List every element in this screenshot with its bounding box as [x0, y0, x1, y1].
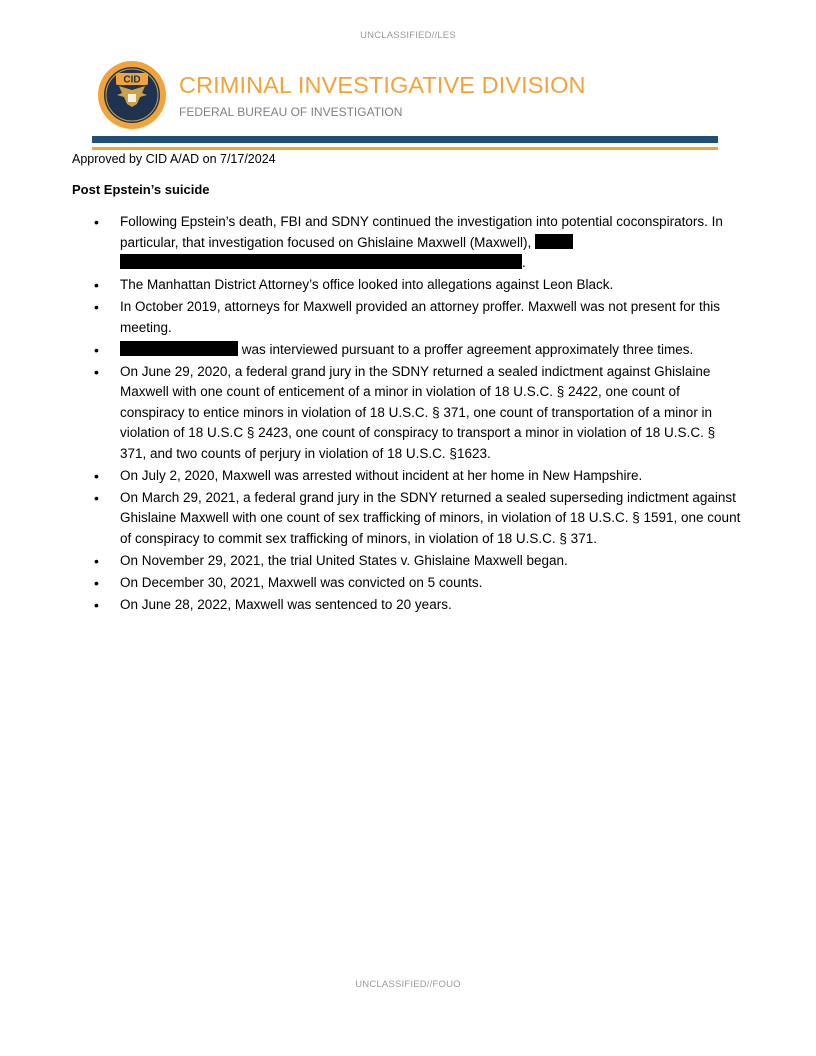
bullet-text: On March 29, 2021, a federal grand jury in the SDNY returned a sealed superseding indictment against Ghislaine Maxwell with one count of sex trafficking of minors, in violation of 18 U.S.C. § 1591, one count of conspiracy to commit sex trafficking of minors, in violation of 18 U.S.C. § 371. [120, 489, 741, 546]
redaction-box [120, 341, 238, 356]
classification-marking-bottom: UNCLASSIFIED//FOUO [355, 979, 461, 990]
header-rule-navy [92, 136, 718, 143]
bullet-text: On July 2, 2020, Maxwell was arrested without incident at her home in New Hampshire. [120, 467, 643, 483]
org-title: CRIMINAL INVESTIGATIVE DIVISION [179, 72, 586, 98]
list-item [0, 212, 816, 274]
redaction-box [120, 254, 522, 269]
bullet-text: On December 30, 2021, Maxwell was convicted on 5 counts. [120, 574, 483, 590]
classification-marking-top: UNCLASSIFIED//LES [360, 30, 456, 41]
bullet-text: The Manhattan District Attorney’s office looked into allegations against Leon Black. [120, 277, 614, 292]
bullet-text: In October 2019, attorneys for Maxwell provided an attorney proffer. Maxwell was not present for this meeting. [120, 299, 721, 335]
header-rule-gold [92, 147, 718, 150]
org-subtitle: FEDERAL BUREAU OF INVESTIGATION [179, 105, 403, 119]
list-item [0, 297, 816, 338]
bullet-text: On June 28, 2022, Maxwell was sentenced to 20 years. [120, 596, 452, 612]
bullet-text: Following Epstein’s death, FBI and SDNY continued the investigation into potential coconspirators. In particular, that investigation focused on Ghislaine Maxwell (Maxwell), [120, 214, 723, 250]
approval-line: Approved by CID A/AD on 7/17/2024 [72, 152, 276, 166]
bullet-list [0, 212, 816, 617]
cid-seal-logo [97, 60, 167, 130]
list-item [0, 595, 816, 616]
list-item [0, 551, 816, 572]
bullet-text: was interviewed pursuant to a proffer agreement approximately three times. [238, 341, 694, 357]
list-item [0, 340, 816, 361]
bullet-text: On November 29, 2021, the trial United States v. Ghislaine Maxwell began. [120, 552, 568, 568]
section-heading: Post Epstein’s suicide [72, 182, 210, 197]
list-item [0, 466, 816, 487]
list-item [0, 362, 816, 465]
list-item [0, 275, 816, 296]
seal-text: CID [123, 74, 141, 86]
bullet-text: . [522, 255, 526, 270]
list-item [0, 488, 816, 550]
redaction-box [535, 234, 573, 249]
list-item [0, 573, 816, 594]
bullet-text: On June 29, 2020, a federal grand jury in the SDNY returned a sealed indictment against Ghislaine Maxwell with one count of enticement of a minor in violation of 18 U.S.C. § 2422, one count of conspiracy to entice minors in violation of 18 U.S.C. § 371, one count of transportation of a minor in violation of 18 U.S.C § 2423, one count of conspiracy to transport a minor in violation of 18 U.S.C. § 371, and two counts of perjury in violation of 18 U.S.C. §1623. [120, 363, 716, 461]
